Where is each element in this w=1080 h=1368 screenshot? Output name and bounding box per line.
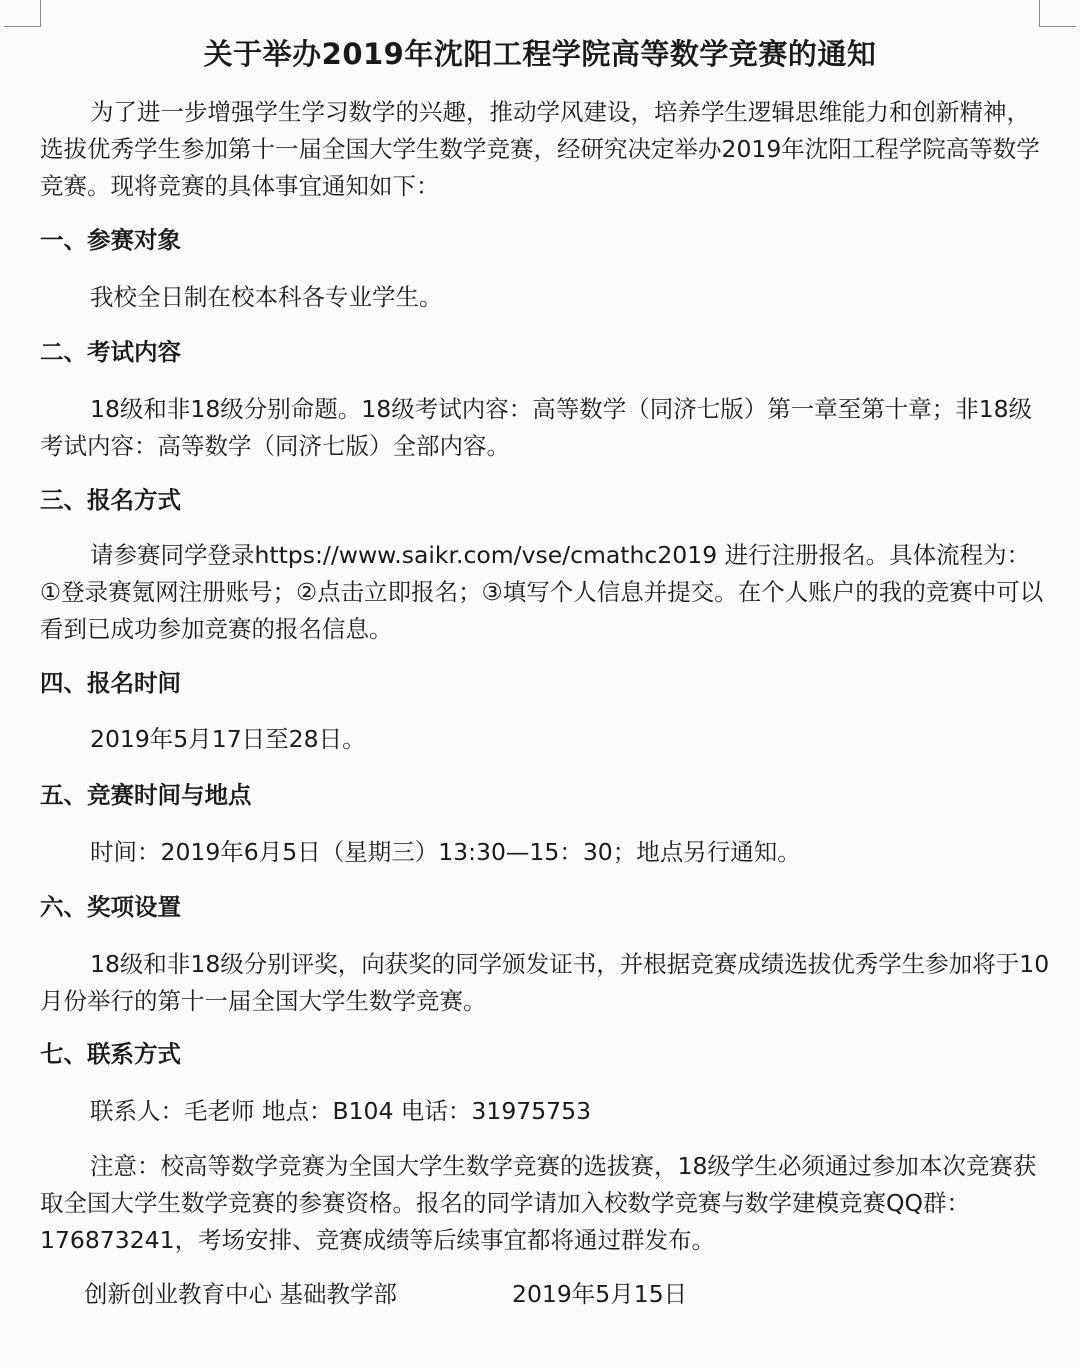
crop-corner-mark-left [4, 0, 41, 27]
crop-corner-mark-right [1039, 0, 1076, 27]
section-heading-registration-time: 四、报名时间 [40, 669, 181, 697]
section-heading-awards: 六、奖项设置 [40, 893, 181, 921]
note-paragraph: 注意：校高等数学竞赛为全国大学生数学竞赛的选拔赛，18级学生必须通过参加本次竞赛获取全国大学生数学竞赛的参赛资格。报名的同学请加入校数学竞赛与数学建模竞赛QQ群：176873241，考场安排、竞赛成绩等后续事宜都将通过群发布。 [40, 1152, 1037, 1254]
section-heading-time-and-place: 五、竞赛时间与地点 [40, 781, 252, 809]
section-body-participants: 我校全日制在校本科各专业学生。 [90, 283, 443, 311]
section-body-exam-content: 18级和非18级分别命题。18级考试内容：高等数学（同济七版）第一章至第十章；非18级考试内容：高等数学（同济七版）全部内容。 [40, 395, 1033, 460]
section-heading-registration-method: 三、报名方式 [40, 486, 181, 514]
intro-paragraph: 为了进一步增强学生学习数学的兴趣，推动学风建设，培养学生逻辑思维能力和创新精神，选拔优秀学生参加第十一届全国大学生数学竞赛，经研究决定举办2019年沈阳工程学院高等数学竞赛。现将竞赛的具体事宜通知如下： [40, 98, 1040, 200]
issuer-signature: 创新创业教育中心 基础教学部 [84, 1280, 397, 1308]
section-body-time-and-place: 时间：2019年6月5日（星期三）13:30—15：30；地点另行通知。 [90, 838, 801, 866]
section-body-awards: 18级和非18级分别评奖，向获奖的同学颁发证书，并根据竞赛成绩选拔优秀学生参加将于10月份举行的第十一届全国大学生数学竞赛。 [40, 950, 1050, 1015]
section-body-registration-time: 2019年5月17日至28日。 [90, 725, 366, 753]
section-body-contact: 联系人：毛老师 地点：B104 电话：31975753 [90, 1097, 592, 1125]
issue-date: 2019年5月15日 [512, 1280, 688, 1308]
section-heading-participants: 一、参赛对象 [40, 226, 181, 254]
section-body-registration-method: 请参赛同学登录https://www.saikr.com/vse/cmathc2019 进行注册报名。具体流程为：①登录赛氪网注册账号；②点击立即报名；③填写个人信息并提交。在个人账户的我的竞赛中可以看到已成功参加竞赛的报名信息。 [40, 541, 1044, 643]
section-heading-exam-content: 二、考试内容 [40, 338, 181, 366]
section-heading-contact: 七、联系方式 [40, 1040, 181, 1068]
notice-title: 关于举办2019年沈阳工程学院高等数学竞赛的通知 [203, 37, 877, 71]
